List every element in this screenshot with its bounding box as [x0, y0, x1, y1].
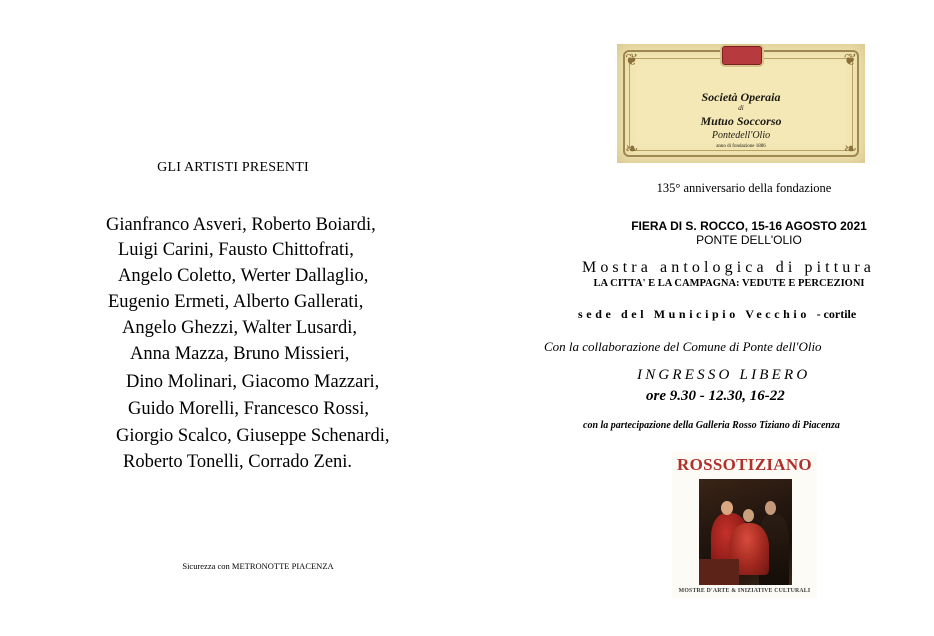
- society-town: Pontedell'Olio: [711, 130, 771, 141]
- society-name: Società Operaia: [701, 90, 781, 104]
- participation-text: con la partecipazione della Galleria Rosso Tiziano di Piacenza: [583, 420, 840, 431]
- free-entry-text: INGRESSO LIBERO: [637, 367, 811, 383]
- society-di: di: [738, 104, 744, 112]
- artist-line: Luigi Carini, Fausto Chittofrati,: [118, 240, 354, 260]
- artist-line: Guido Morelli, Francesco Rossi,: [128, 399, 369, 419]
- fair-place: PONTE DELL'OLIO: [696, 233, 802, 247]
- security-credit: Sicurezza con METRONOTTE PIACENZA: [182, 561, 334, 571]
- artists-heading: GLI ARTISTI PRESENTI: [157, 160, 309, 175]
- flourish-icon: ❦: [625, 52, 639, 69]
- anniversary-text: 135° anniversario della fondazione: [656, 181, 832, 195]
- painting-image: [699, 479, 792, 585]
- artist-line: Giorgio Scalco, Giuseppe Schenardi,: [116, 426, 390, 446]
- artist-line: Angelo Coletto, Werter Dallaglio,: [118, 266, 369, 286]
- artist-line: Roberto Tonelli, Corrado Zeni.: [123, 452, 353, 472]
- exhibition-title: Mostra antologica di pittura: [582, 259, 875, 276]
- flourish-icon: ❧: [843, 141, 857, 158]
- rossotiziano-caption: MOSTRE D'ARTE & INIZIATIVE CULTURALI: [678, 588, 811, 594]
- artist-line: Anna Mazza, Bruno Missieri,: [130, 344, 350, 364]
- artist-line: Dino Molinari, Giacomo Mazzari,: [126, 372, 380, 392]
- rossotiziano-title: ROSSOTIZIANO: [677, 455, 812, 474]
- artist-line: Eugenio Ermeti, Alberto Gallerati,: [108, 292, 364, 312]
- society-banner: [617, 44, 865, 163]
- exhibition-subtitle: LA CITTA' E LA CAMPAGNA: VEDUTE E PERCEZIONI: [593, 278, 865, 289]
- opening-hours: ore 9.30 - 12.30, 16-22: [646, 388, 785, 404]
- artist-line: Angelo Ghezzi, Walter Lusardi,: [122, 318, 357, 338]
- flourish-icon: ❦: [843, 52, 857, 69]
- flourish-icon: ❧: [625, 141, 639, 158]
- artist-line: Gianfranco Asveri, Roberto Boiardi,: [106, 215, 376, 235]
- venue-text: [578, 307, 856, 322]
- rossotiziano-card: [672, 452, 817, 598]
- fair-title: FIERA DI S. ROCCO, 15-16 AGOSTO 2021: [631, 219, 867, 233]
- venue-name: sede del Municipio Vecchio: [578, 307, 810, 321]
- banner-ribbon-icon: [722, 46, 762, 65]
- collaboration-text: Con la collaborazione del Comune di Ponte dell'Olio: [544, 339, 822, 354]
- society-founded: anno di fondazione 1886: [716, 144, 766, 149]
- venue-suffix: - cortile: [816, 307, 857, 321]
- society-mutuo: Mutuo Soccorso: [700, 114, 782, 128]
